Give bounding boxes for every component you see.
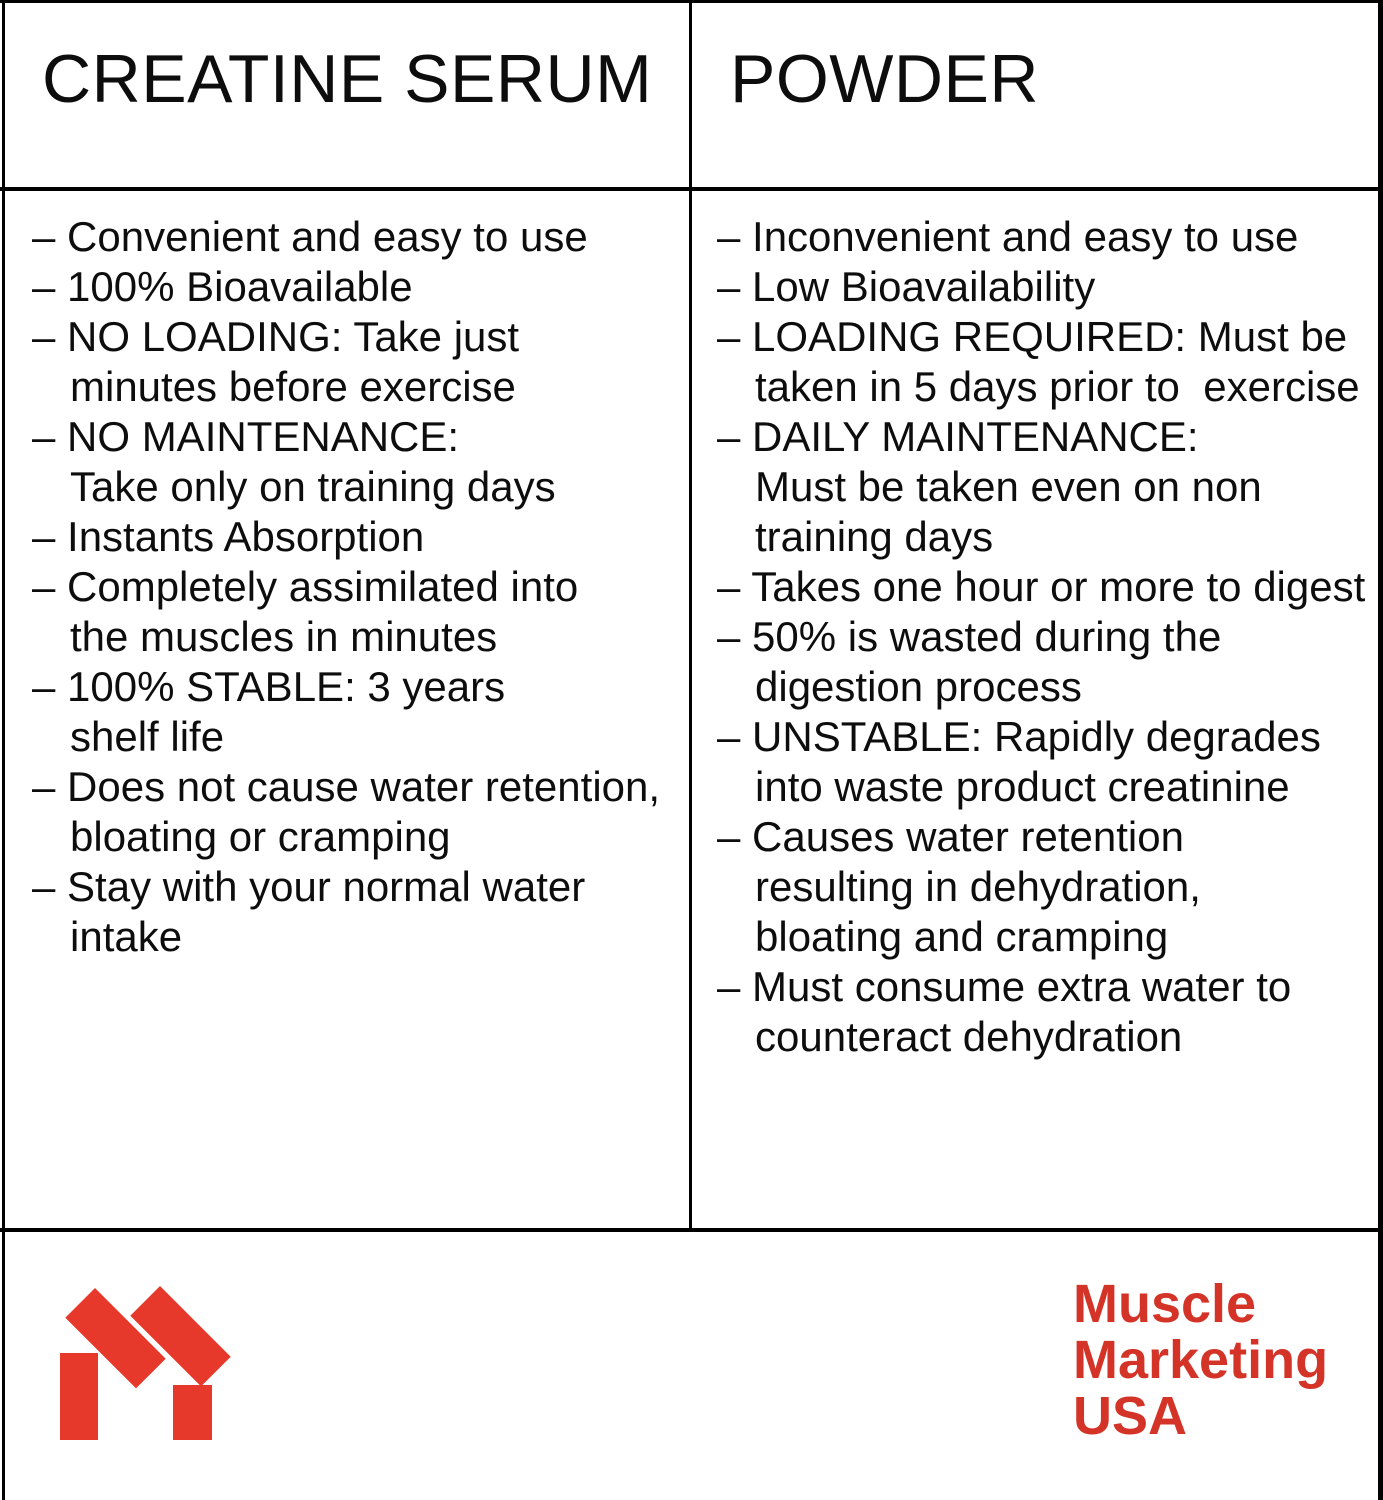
- powder-point-line: taken in 5 days prior to exercise: [755, 363, 1360, 410]
- column-header-creatine-serum: CREATINE SERUM: [42, 41, 653, 117]
- powder-point-line: – UNSTABLE: Rapidly degrades: [717, 713, 1321, 760]
- powder-point-line: – Causes water retention: [717, 813, 1184, 860]
- serum-point-line: shelf life: [70, 713, 225, 760]
- powder-point-line: – DAILY MAINTENANCE:: [717, 413, 1199, 460]
- powder-point-line: – Takes one hour or more to digest: [717, 563, 1366, 610]
- column-divider: [689, 0, 692, 1231]
- serum-point-line: the muscles in minutes: [70, 613, 498, 660]
- serum-point-line: – NO LOADING: Take just: [32, 313, 520, 360]
- powder-point-line: – Must consume extra water to: [717, 963, 1292, 1010]
- column-header-powder: POWDER: [730, 41, 1039, 117]
- brand-wordmark: [1073, 1276, 1328, 1444]
- powder-point-line: – 50% is wasted during the: [717, 613, 1222, 660]
- serum-point-line: – NO MAINTENANCE:: [32, 413, 460, 460]
- powder-point-line: training days: [755, 513, 994, 560]
- m-logo-left-leg-bar: [60, 1353, 98, 1440]
- serum-point-line: – Completely assimilated into: [32, 563, 579, 610]
- powder-point-line: – Low Bioavailability: [717, 263, 1096, 310]
- brand-wordmark-line: Muscle: [1073, 1274, 1257, 1334]
- serum-points-list: [32, 212, 677, 962]
- serum-point-line: bloating or cramping: [70, 813, 451, 860]
- serum-point-line: – Does not cause water retention,: [32, 763, 661, 810]
- serum-point-line: minutes before exercise: [70, 363, 516, 410]
- header-row-rule: [0, 187, 1383, 191]
- serum-point-line: – Stay with your normal water: [32, 863, 586, 910]
- serum-point-line: – Convenient and easy to use: [32, 213, 588, 260]
- powder-point-line: – LOADING REQUIRED: Must be: [717, 313, 1348, 360]
- powder-point-line: digestion process: [755, 663, 1082, 710]
- m-logo-right-leg-bar: [173, 1385, 212, 1440]
- powder-point-line: into waste product creatinine: [755, 763, 1290, 810]
- serum-point-line: – 100% Bioavailable: [32, 263, 413, 310]
- serum-point-line: Take only on training days: [70, 463, 556, 510]
- powder-points-list: [717, 212, 1375, 1062]
- powder-point-line: counteract dehydration: [755, 1013, 1183, 1060]
- brand-wordmark-line: Marketing: [1073, 1330, 1329, 1390]
- powder-point-line: Must be taken even on non: [755, 463, 1262, 510]
- serum-point-line: – 100% STABLE: 3 years: [32, 663, 506, 710]
- powder-point-line: – Inconvenient and easy to use: [717, 213, 1299, 260]
- powder-point-line: bloating and cramping: [755, 913, 1169, 960]
- frame-left-border: [2, 0, 5, 1500]
- brand-wordmark-line: USA: [1073, 1386, 1188, 1446]
- powder-point-line: resulting in dehydration,: [755, 863, 1201, 910]
- serum-point-line: – Instants Absorption: [32, 513, 425, 560]
- serum-point-line: intake: [70, 913, 183, 960]
- footer-row-rule: [0, 1228, 1383, 1232]
- frame-right-border: [1378, 0, 1383, 1500]
